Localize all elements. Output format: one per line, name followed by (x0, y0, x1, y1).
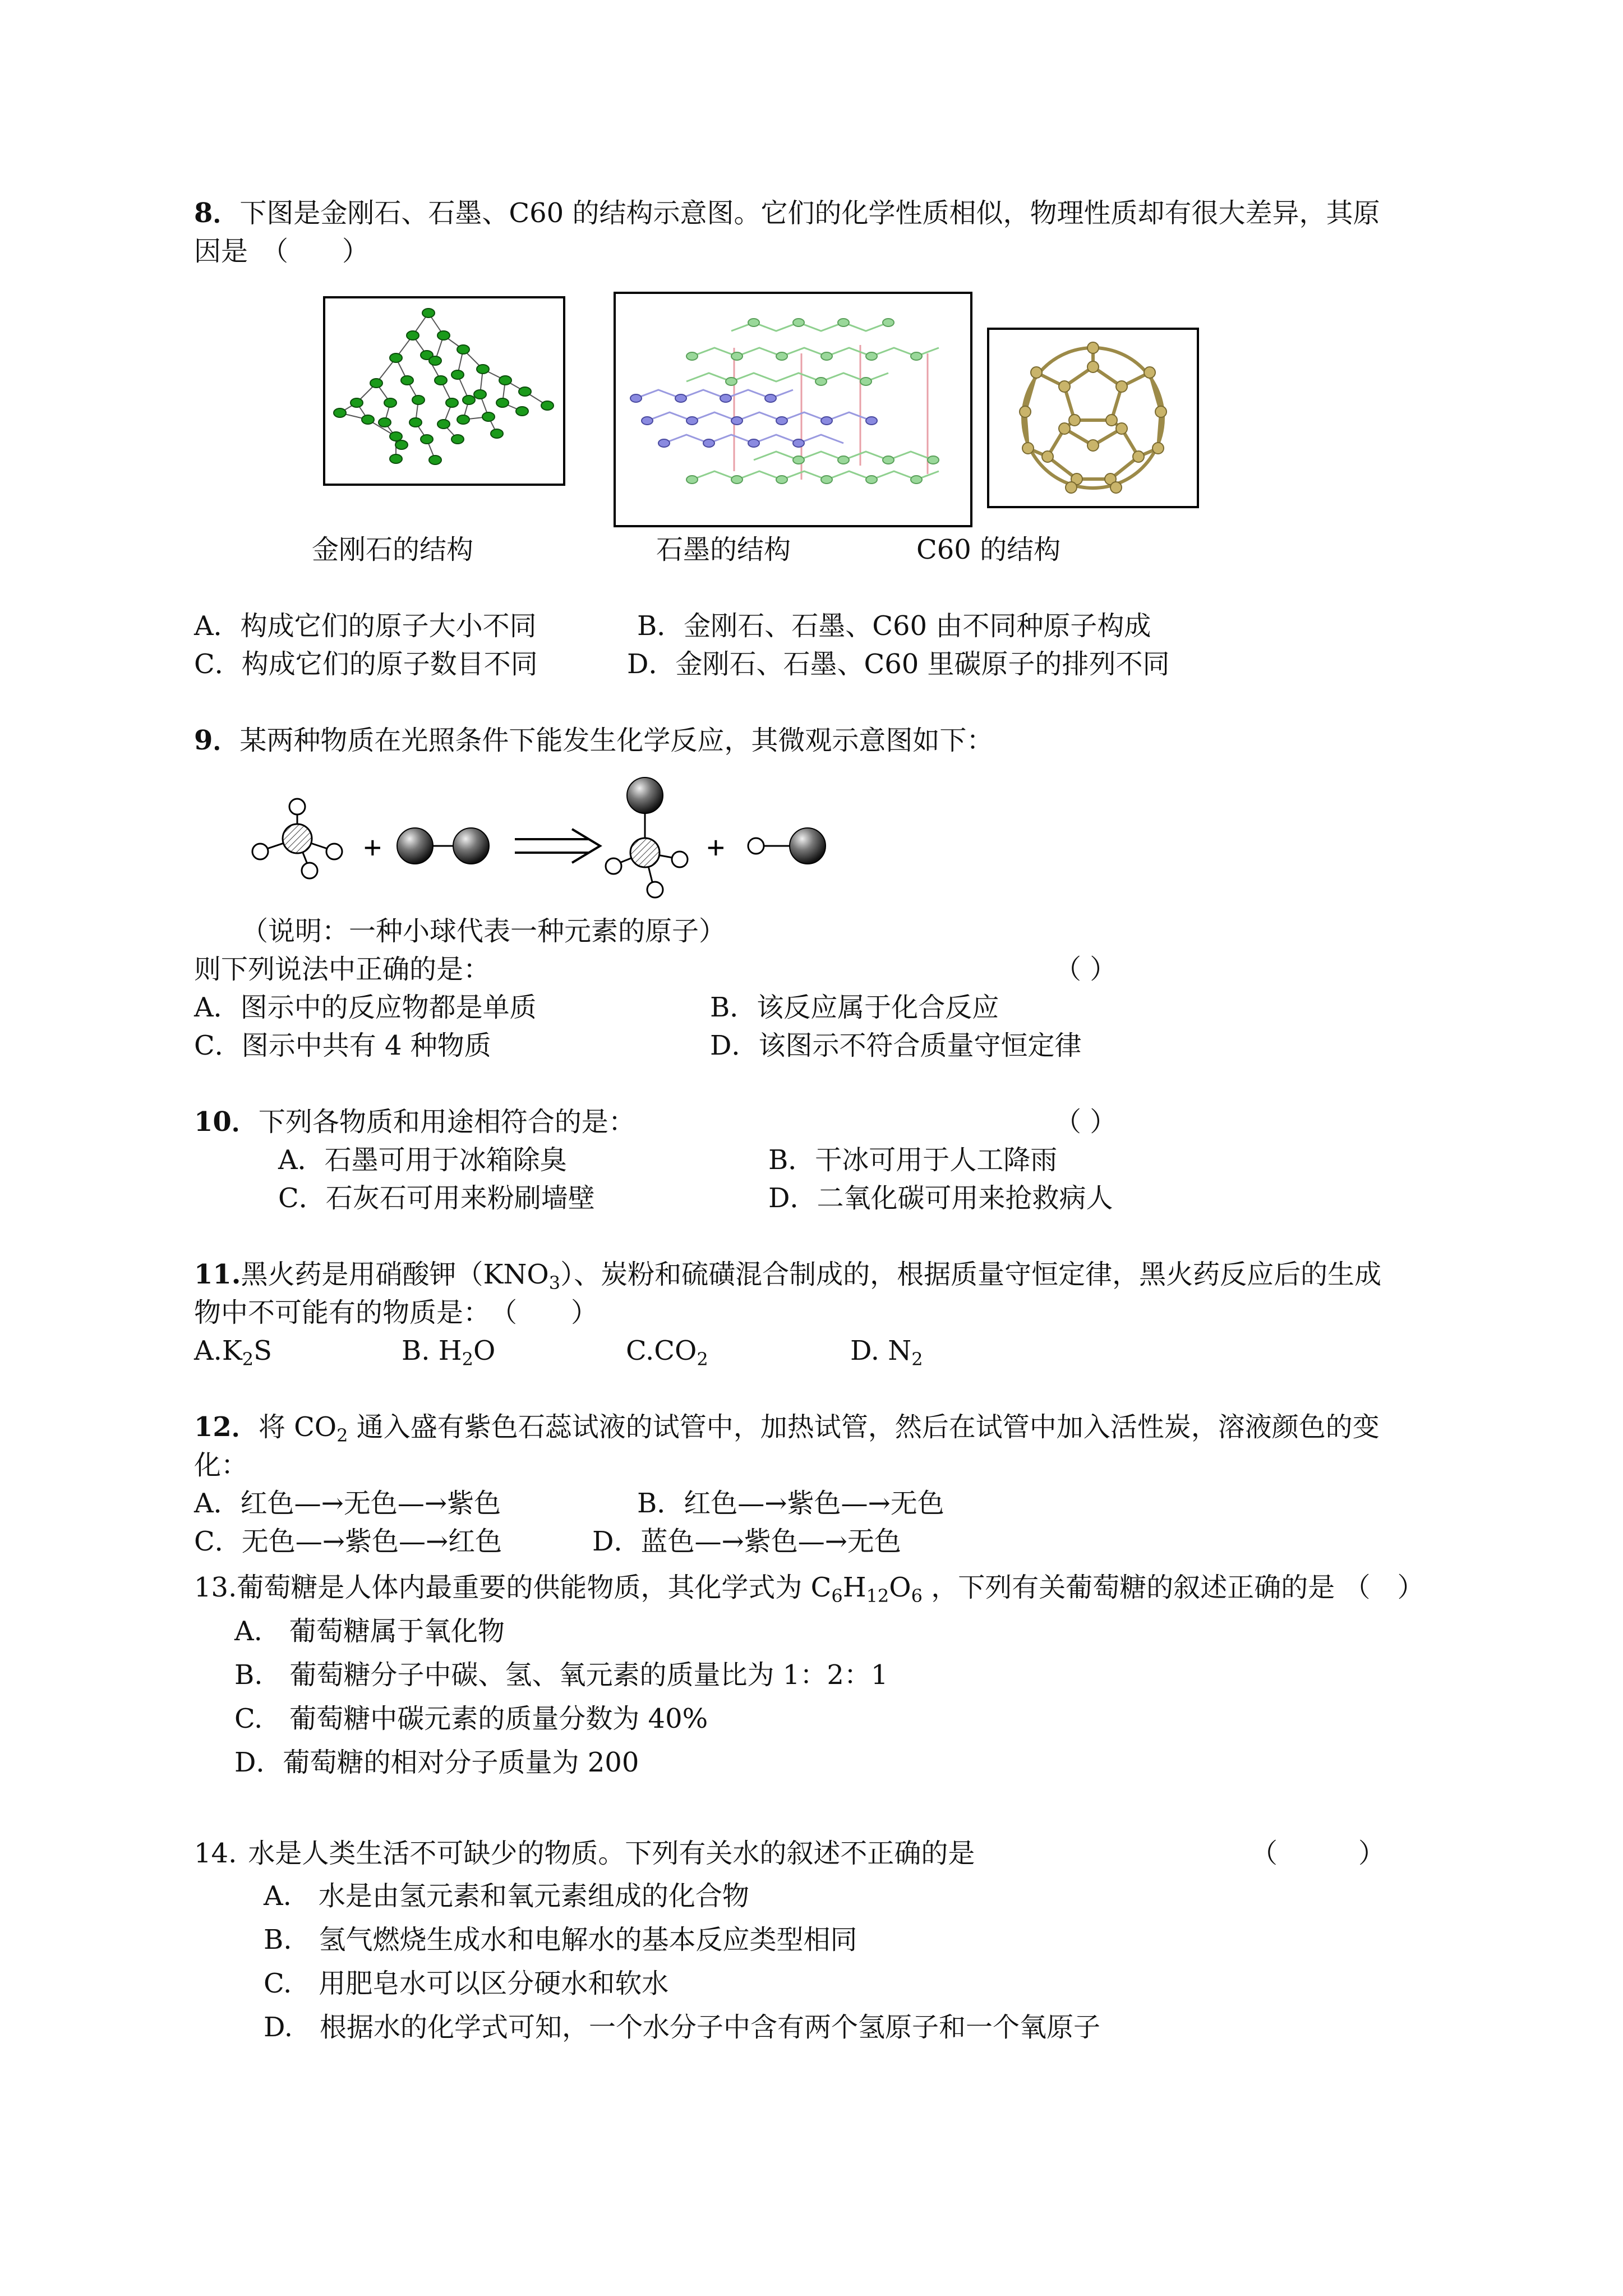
q12-stem-sub: 2 (336, 1425, 348, 1446)
q8-option-a: A．构成它们的原子大小不同 (194, 610, 537, 642)
q12-number: 12． (194, 1411, 259, 1443)
q12-line2: 化： (194, 1450, 248, 1481)
q13-number: 13. (194, 1572, 237, 1603)
q14-answer-paren: （ ） (1251, 1838, 1386, 1869)
q14-number: 14. (194, 1838, 237, 1869)
q8-option-b: B．金刚石、石墨、C60 由不同种原子构成 (637, 610, 1151, 642)
q8-option-c: C．构成它们的原子数目不同 (194, 648, 538, 680)
q11-option-a-end: S (253, 1335, 273, 1366)
q11-line1 (194, 1258, 1382, 1294)
q9-number: 9． (194, 725, 240, 756)
q12-line1 (194, 1410, 1380, 1444)
q9-option-a: A．图示中的反应物都是单质 (194, 992, 537, 1023)
q13-option-a: A. 葡萄糖属于氧化物 (234, 1616, 505, 1647)
q11-option-a-text: A.K (194, 1335, 242, 1366)
q11-option-a-sub: 2 (242, 1349, 254, 1370)
caption-graphite: 石墨的结构 (656, 534, 791, 565)
q11-line2: 物中不可能有的物质是： （ ） (194, 1297, 598, 1328)
q10-answer-paren: （ ） (1054, 1106, 1117, 1138)
q12-stem-b: 通入盛有紫色石蕊试液的试管中，加热试管，然后在试管中加入活性炭，溶液颜色的变 (348, 1411, 1380, 1443)
q11-option-c (626, 1334, 708, 1368)
q8-line2: 因是 （ ） (194, 236, 370, 267)
q11-option-b-text: B. H (402, 1335, 462, 1366)
q9-note: （说明：一种小球代表一种元素的原子） (241, 915, 726, 947)
q13-h: H (842, 1572, 866, 1603)
q9-stem: 某两种物质在光照条件下能发生化学反应，其微观示意图如下： (239, 725, 994, 756)
q10-number: 10． (194, 1106, 259, 1138)
caption-diamond: 金刚石的结构 (312, 534, 474, 565)
q9-answer-paren: （ ） (1054, 954, 1117, 985)
q10-option-d: D．二氧化碳可用来抢救病人 (768, 1182, 1113, 1214)
q13-o: O (889, 1572, 911, 1603)
q9-reaction-diagram (241, 774, 880, 937)
q12-option-d: D．蓝色—→紫色—→无色 (592, 1526, 901, 1557)
svg-text:+: + (707, 830, 725, 865)
q9-option-c: C．图示中共有 4 种物质 (194, 1030, 491, 1061)
q14-stem: 水是人类生活不可缺少的物质。下列有关水的叙述不正确的是 (248, 1838, 975, 1869)
q11-option-b-sub: 2 (462, 1349, 474, 1370)
q13-stem-b: ，下列有关葡萄糖的叙述正确的是 （ ） (923, 1572, 1424, 1603)
q14-option-b: B. 氢气燃烧生成水和电解水的基本反应类型相同 (264, 1924, 857, 1955)
q12-option-b: B．红色—→紫色—→无色 (637, 1488, 944, 1519)
q13-line1 (194, 1571, 1424, 1607)
q13-option-c: C. 葡萄糖中碳元素的质量分数为 40% (234, 1703, 708, 1734)
q12-stem-a: 将 CO (258, 1411, 337, 1443)
q14-line1 (194, 1837, 975, 1870)
q10-stem: 下列各物质和用途相符合的是： (258, 1106, 635, 1138)
q13-stem-a: 葡萄糖是人体内最重要的供能物质，其化学式为 C (237, 1572, 832, 1603)
q14-option-d: D. 根据水的化学式可知，一个水分子中含有两个氢原子和一个氧原子 (264, 2012, 1101, 2043)
q14-option-a: A. 水是由氢元素和氧元素组成的化合物 (264, 1880, 749, 1912)
q12-option-c: C．无色—→紫色—→红色 (194, 1526, 502, 1557)
q10-option-c: C．石灰石可用来粉刷墙壁 (278, 1182, 595, 1214)
q11-option-c-sub: 2 (697, 1349, 708, 1370)
q11-number: 11. (194, 1259, 241, 1290)
q9-option-b: B．该反应属于化合反应 (710, 992, 999, 1023)
q8-stem: 下图是金刚石、石墨、C60 的结构示意图。它们的化学性质相似，物理性质却有很大差异，其原 (239, 197, 1380, 229)
q8-line1 (194, 196, 1380, 230)
q14-option-c: C. 用肥皂水可以区分硬水和软水 (264, 1968, 669, 1999)
q11-stem-a: 黑火药是用硝酸钾（KNO (241, 1259, 549, 1290)
q13-option-b: B. 葡萄糖分子中碳、氢、氧元素的质量比为 1：2：1 (234, 1659, 888, 1691)
q13-sub-c: 6 (831, 1585, 843, 1607)
q12-option-a: A．红色—→无色—→紫色 (194, 1488, 501, 1519)
q11-option-d-text: D. N (850, 1335, 912, 1366)
graphite-structure-figure (614, 292, 972, 527)
q11-option-b-end: O (473, 1335, 496, 1366)
q11-option-d-sub: 2 (911, 1349, 923, 1370)
q11-option-d (850, 1334, 923, 1368)
q10-option-a: A．石墨可用于冰箱除臭 (278, 1144, 567, 1176)
q10-line1 (194, 1105, 635, 1139)
q13-sub-o: 6 (911, 1585, 923, 1607)
q8-option-d: D．金刚石、石墨、C60 里碳原子的排列不同 (627, 648, 1170, 680)
q11-option-a (194, 1334, 272, 1368)
q9-option-d: D．该图示不符合质量守恒定律 (710, 1030, 1082, 1061)
q9-ask: 则下列说法中正确的是： (194, 954, 491, 985)
q11-option-c-text: C.CO (626, 1335, 697, 1366)
q13-sub-h: 12 (866, 1585, 889, 1607)
svg-text:+: + (363, 830, 382, 865)
q9-line1 (194, 724, 993, 757)
caption-c60: C60 的结构 (916, 534, 1061, 565)
q10-option-b: B．干冰可用于人工降雨 (768, 1144, 1058, 1176)
q11-stem-sub: 3 (548, 1272, 561, 1294)
q11-stem-b: ）、炭粉和硫磺混合制成的，根据质量守恒定律，黑火药反应后的生成 (560, 1259, 1382, 1290)
q11-option-b (402, 1334, 495, 1368)
q13-option-d: D．葡萄糖的相对分子质量为 200 (234, 1747, 639, 1778)
c60-structure-figure (987, 328, 1199, 508)
diamond-structure-figure (323, 296, 565, 486)
q8-number: 8． (194, 197, 240, 229)
